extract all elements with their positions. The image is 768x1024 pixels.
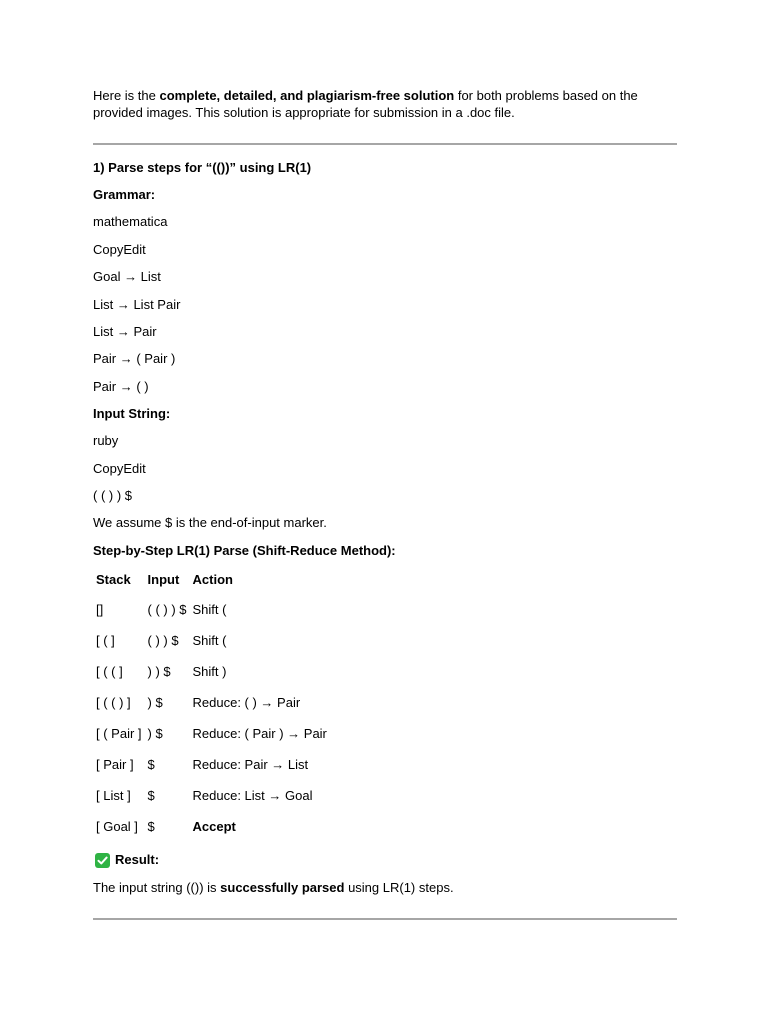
table-row: [93, 625, 330, 656]
grammar-rule: List → List Pair: [93, 297, 181, 312]
table-header-row: [93, 570, 330, 594]
cell-input: $: [147, 757, 155, 772]
cell-action: Shift (: [192, 633, 227, 648]
intro-text-1: Here is the: [93, 88, 160, 103]
horizontal-rule-bottom: [93, 918, 677, 920]
check-mark-glyph: [97, 855, 108, 866]
grammar-rule: Goal → List: [93, 269, 161, 284]
table-row: [93, 656, 330, 687]
grammar-rule: Pair → ( Pair ): [93, 351, 176, 366]
cell-input: ( ) ) $: [147, 633, 179, 648]
cell-input: ) $: [147, 726, 163, 741]
grammar-rule: Pair → ( ): [93, 379, 149, 394]
intro-paragraph: [93, 87, 677, 121]
cell-stack: [ ( ]: [96, 633, 115, 648]
end-marker-note: We assume $ is the end-of-input marker.: [93, 515, 327, 530]
table-row: [93, 718, 330, 749]
cell-action: Shift (: [192, 602, 227, 617]
cell-action: Accept: [192, 819, 236, 834]
result-text-2: using LR(1) steps.: [344, 880, 454, 895]
result-text-1: The input string (()) is: [93, 880, 221, 895]
cell-action: Reduce: ( ) → Pair: [192, 695, 301, 710]
table-row: [93, 780, 330, 811]
intro-text-2: for both problems based on the provided images. This solution is appropriate for submission in a .doc file.: [93, 88, 638, 120]
cell-stack: []: [96, 602, 104, 617]
cell-stack: [ ( ( ) ]: [96, 695, 131, 710]
cell-stack: [ Pair ]: [96, 757, 134, 772]
header-input: Input: [147, 572, 180, 587]
cell-action: Reduce: Pair → List: [192, 757, 309, 772]
cell-input: $: [147, 788, 155, 803]
table-row: [93, 811, 330, 842]
section-heading: 1) Parse steps for “(())” using LR(1): [93, 160, 312, 175]
grammar-rule: List → Pair: [93, 324, 157, 339]
cell-action: Reduce: ( Pair ) → Pair: [192, 726, 327, 741]
horizontal-rule-top: [93, 143, 677, 145]
cell-input: ( ( ) ) $: [147, 602, 187, 617]
cell-stack: [ ( ( ]: [96, 664, 123, 679]
intro-bold-text: complete, detailed, and plagiarism-free solution: [159, 88, 455, 103]
cell-input: ) $: [147, 695, 163, 710]
copy-edit-button[interactable]: CopyEdit: [93, 242, 146, 257]
cell-action: Shift ): [192, 664, 227, 679]
input-string-value: ( ( ) ) $: [93, 488, 132, 503]
table-row: [93, 594, 330, 625]
input-string-label: Input String:: [93, 406, 171, 421]
result-paragraph: [93, 880, 454, 896]
steps-heading: Step-by-Step LR(1) Parse (Shift-Reduce Method):: [93, 543, 396, 558]
cell-stack: [ List ]: [96, 788, 131, 803]
copy-edit-button[interactable]: CopyEdit: [93, 461, 146, 476]
table-row: [93, 749, 330, 780]
cell-action: Reduce: List → Goal: [192, 788, 313, 803]
result-label: Result:: [115, 852, 160, 867]
cell-stack: [ ( Pair ]: [96, 726, 142, 741]
cell-stack: [ Goal ]: [96, 819, 138, 834]
cell-input: ) ) $: [147, 664, 171, 679]
grammar-label: Grammar:: [93, 187, 156, 202]
header-stack: Stack: [96, 572, 131, 587]
parse-steps-table: [93, 570, 330, 842]
check-mark-icon: [95, 853, 110, 868]
input-code-language: ruby: [93, 433, 119, 448]
result-bold-text: successfully parsed: [220, 880, 345, 895]
cell-input: $: [147, 819, 155, 834]
table-row: [93, 687, 330, 718]
header-action: Action: [192, 572, 233, 587]
grammar-code-language: mathematica: [93, 214, 168, 229]
